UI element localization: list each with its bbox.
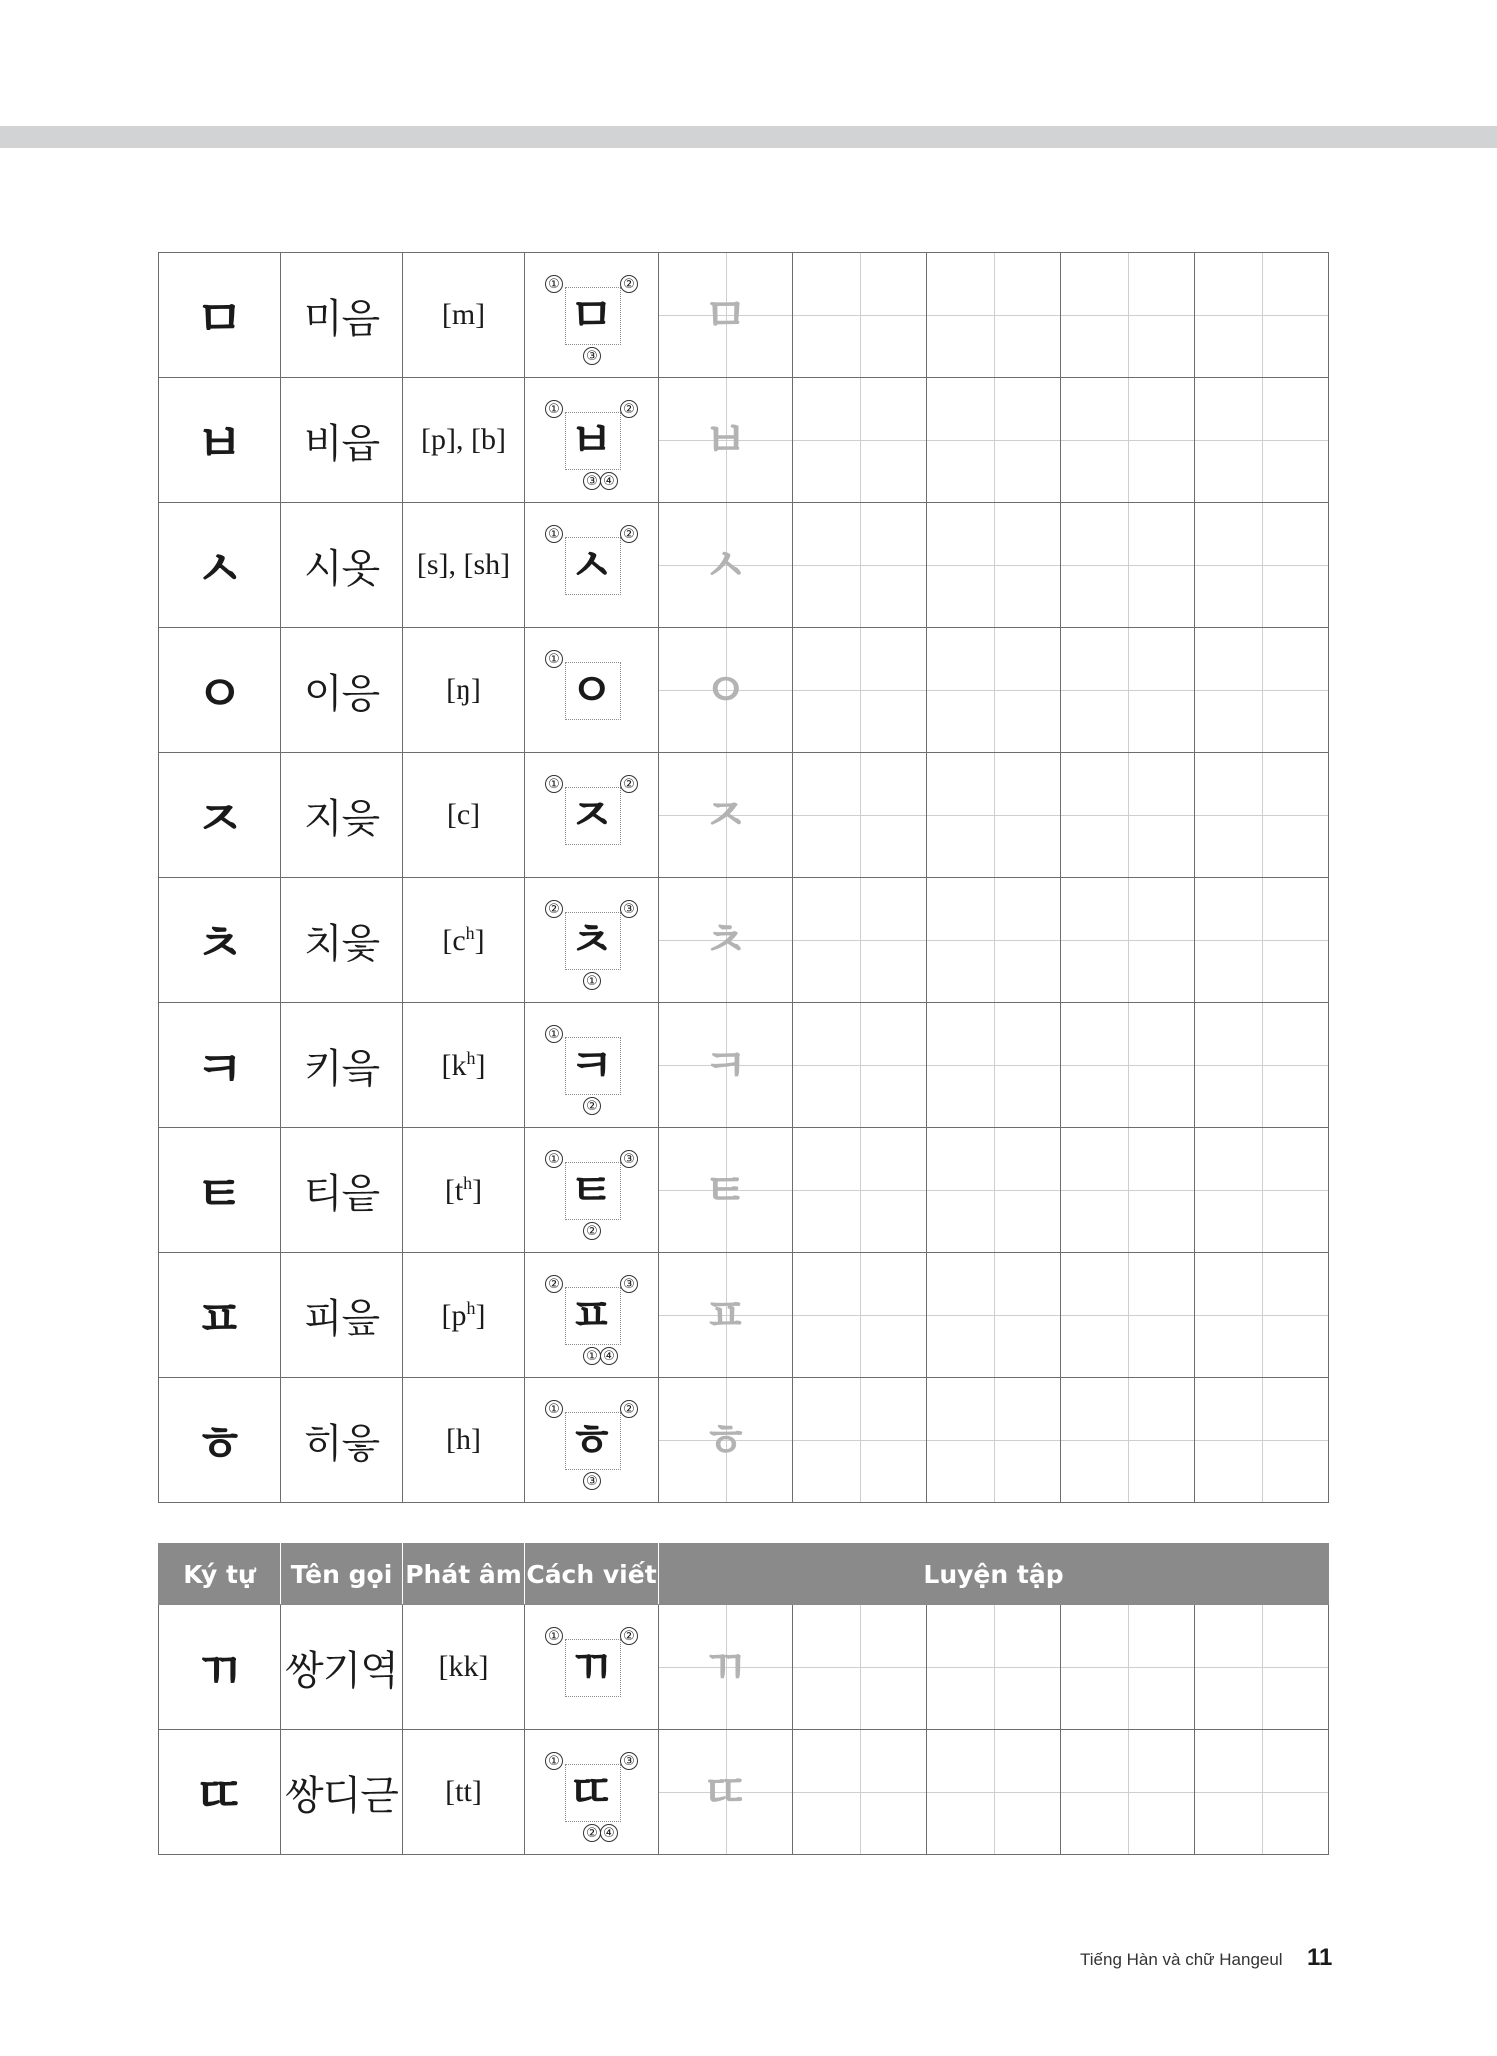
practice-box[interactable] xyxy=(927,503,1061,628)
guide-line-horizontal xyxy=(927,940,1060,941)
table-row xyxy=(159,503,1329,628)
pronunciation xyxy=(403,1253,525,1378)
practice-box[interactable] xyxy=(927,1605,1061,1730)
trace-character: ㅅ xyxy=(703,538,748,592)
guide-line-horizontal xyxy=(1195,1315,1328,1316)
practice-box[interactable] xyxy=(1195,878,1329,1003)
practice-box[interactable] xyxy=(1061,503,1195,628)
trace-box[interactable] xyxy=(659,1605,793,1730)
header-pronunciation: Phát âm xyxy=(403,1544,525,1605)
stroke-number: ① xyxy=(545,1627,563,1645)
stroke-number: ② xyxy=(620,275,638,293)
pronunciation-aspiration: h xyxy=(465,922,475,943)
table-row xyxy=(159,878,1329,1003)
practice-box[interactable] xyxy=(1195,1730,1329,1855)
pronunciation-close: ] xyxy=(475,1298,486,1332)
practice-box[interactable] xyxy=(793,253,927,378)
guide-line-horizontal xyxy=(927,1190,1060,1191)
pronunciation xyxy=(403,878,525,1003)
guide-line-horizontal xyxy=(793,1190,926,1191)
guide-line-horizontal xyxy=(1061,1792,1194,1793)
table-row xyxy=(159,1128,1329,1253)
stroke-order xyxy=(525,1253,659,1378)
practice-box[interactable] xyxy=(927,253,1061,378)
character: ㅎ xyxy=(159,1378,281,1503)
stroke-number: ③ xyxy=(583,472,601,490)
trace-character: ㅁ xyxy=(703,288,748,342)
trace-box[interactable] xyxy=(659,628,793,753)
character-name: 쌍디귿 xyxy=(281,1730,403,1855)
practice-box[interactable] xyxy=(927,378,1061,503)
stroke-number: ④ xyxy=(600,1824,618,1842)
stroke-number: ① xyxy=(545,650,563,668)
guide-line-horizontal xyxy=(1061,1315,1194,1316)
guide-line-horizontal xyxy=(1195,690,1328,691)
stroke-number: ① xyxy=(545,525,563,543)
guide-line-horizontal xyxy=(1061,815,1194,816)
character-name: 미음 xyxy=(281,253,403,378)
stroke-number: ① xyxy=(545,1150,563,1168)
guide-line-horizontal xyxy=(793,1792,926,1793)
practice-box[interactable] xyxy=(793,1730,927,1855)
guide-line-horizontal xyxy=(927,690,1060,691)
stroke-order-character: ㄸ xyxy=(569,1765,614,1819)
guide-line-horizontal xyxy=(927,1315,1060,1316)
stroke-order xyxy=(525,1730,659,1855)
table-row xyxy=(159,753,1329,878)
stroke-order xyxy=(525,878,659,1003)
guide-line-horizontal xyxy=(793,815,926,816)
practice-box[interactable] xyxy=(1061,1128,1195,1253)
guide-line-horizontal xyxy=(1195,1190,1328,1191)
stroke-order-character: ㅅ xyxy=(569,538,614,592)
stroke-order-character: ㅂ xyxy=(569,413,614,467)
practice-box[interactable] xyxy=(793,1128,927,1253)
practice-box[interactable] xyxy=(927,1253,1061,1378)
practice-box[interactable] xyxy=(1061,1605,1195,1730)
trace-box[interactable] xyxy=(659,1253,793,1378)
character-name: 시옷 xyxy=(281,503,403,628)
stroke-order xyxy=(525,1003,659,1128)
header-char: Ký tự xyxy=(159,1544,281,1605)
practice-box[interactable] xyxy=(1061,253,1195,378)
guide-line-horizontal xyxy=(793,940,926,941)
character-name: 치읓 xyxy=(281,878,403,1003)
practice-box[interactable] xyxy=(793,1378,927,1503)
practice-box[interactable] xyxy=(927,1128,1061,1253)
practice-box[interactable] xyxy=(793,1605,927,1730)
pronunciation-text: [tt] xyxy=(445,1775,482,1808)
stroke-order xyxy=(525,253,659,378)
pronunciation xyxy=(403,1128,525,1253)
stroke-number: ③ xyxy=(620,900,638,918)
practice-box[interactable] xyxy=(793,1003,927,1128)
pronunciation xyxy=(403,1605,525,1730)
pronunciation-text: [c xyxy=(442,923,466,957)
pronunciation-text: [kk] xyxy=(438,1650,489,1683)
guide-line-horizontal xyxy=(1195,1792,1328,1793)
stroke-order-character: ㅍ xyxy=(569,1288,614,1342)
pronunciation-text: [c] xyxy=(446,798,481,831)
practice-box[interactable] xyxy=(927,628,1061,753)
character: ㅅ xyxy=(159,503,281,628)
header-name: Tên gọi xyxy=(281,1544,403,1605)
stroke-number: ② xyxy=(620,1627,638,1645)
guide-line-horizontal xyxy=(1061,1667,1194,1668)
pronunciation xyxy=(403,628,525,753)
stroke-order xyxy=(525,628,659,753)
stroke-order xyxy=(525,378,659,503)
trace-character: ㅎ xyxy=(703,1413,748,1467)
trace-character: ㅍ xyxy=(703,1288,748,1342)
stroke-order xyxy=(525,753,659,878)
guide-line-horizontal xyxy=(927,315,1060,316)
stroke-number: ③ xyxy=(620,1752,638,1770)
header-practice: Luyện tập xyxy=(659,1544,1329,1605)
stroke-number: ② xyxy=(583,1097,601,1115)
character: ㅂ xyxy=(159,378,281,503)
pronunciation-aspiration: h xyxy=(463,1172,473,1193)
stroke-number: ② xyxy=(545,900,563,918)
trace-character: ㅈ xyxy=(703,788,748,842)
guide-line-horizontal xyxy=(927,815,1060,816)
guide-line-horizontal xyxy=(793,1440,926,1441)
stroke-number: ③ xyxy=(583,347,601,365)
guide-line-horizontal xyxy=(1195,1440,1328,1441)
book-title: Tiếng Hàn và chữ Hangeul xyxy=(1080,1950,1283,1969)
character: ㄸ xyxy=(159,1730,281,1855)
stroke-order-character: ㅋ xyxy=(569,1038,614,1092)
hangeul-table-consonants xyxy=(158,252,1329,1503)
practice-box[interactable] xyxy=(1195,1605,1329,1730)
pronunciation xyxy=(403,503,525,628)
guide-line-horizontal xyxy=(927,1792,1060,1793)
practice-box[interactable] xyxy=(793,753,927,878)
table-header-row xyxy=(159,1544,1329,1605)
pronunciation xyxy=(403,378,525,503)
stroke-number: ④ xyxy=(600,1347,618,1365)
stroke-order xyxy=(525,1605,659,1730)
stroke-order xyxy=(525,1378,659,1503)
trace-character: ㅂ xyxy=(703,413,748,467)
pronunciation-aspiration: h xyxy=(466,1047,476,1068)
practice-box[interactable] xyxy=(927,1730,1061,1855)
trace-character: ㅋ xyxy=(703,1038,748,1092)
guide-line-horizontal xyxy=(1195,1667,1328,1668)
guide-line-horizontal xyxy=(793,1667,926,1668)
guide-line-horizontal xyxy=(1061,940,1194,941)
practice-box[interactable] xyxy=(1061,378,1195,503)
pronunciation-text: [s], [sh] xyxy=(416,548,511,581)
practice-box[interactable] xyxy=(927,878,1061,1003)
stroke-order-character: ㅎ xyxy=(569,1413,614,1467)
practice-box[interactable] xyxy=(927,1003,1061,1128)
table-row xyxy=(159,1253,1329,1378)
table-row xyxy=(159,1605,1329,1730)
character: ㅈ xyxy=(159,753,281,878)
practice-box[interactable] xyxy=(1195,503,1329,628)
hangeul-table-double-consonants xyxy=(158,1543,1329,1855)
pronunciation xyxy=(403,1730,525,1855)
pronunciation-aspiration: h xyxy=(466,1297,476,1318)
table-row xyxy=(159,1003,1329,1128)
pronunciation xyxy=(403,753,525,878)
stroke-number: ② xyxy=(583,1222,601,1240)
stroke-number: ② xyxy=(583,1824,601,1842)
guide-line-horizontal xyxy=(1195,315,1328,316)
character: ㅁ xyxy=(159,253,281,378)
header-writing: Cách viết xyxy=(525,1544,659,1605)
guide-line-horizontal xyxy=(793,1315,926,1316)
guide-line-horizontal xyxy=(927,440,1060,441)
page-number: 11 xyxy=(1307,1944,1333,1971)
guide-line-horizontal xyxy=(1195,565,1328,566)
trace-box[interactable] xyxy=(659,1128,793,1253)
guide-line-horizontal xyxy=(927,1440,1060,1441)
guide-line-horizontal xyxy=(1061,565,1194,566)
character-name: 쌍기역 xyxy=(281,1605,403,1730)
stroke-number: ① xyxy=(545,1025,563,1043)
guide-line-horizontal xyxy=(927,1065,1060,1066)
trace-box[interactable] xyxy=(659,1378,793,1503)
pronunciation-text: [t xyxy=(444,1173,464,1207)
stroke-number: ① xyxy=(545,775,563,793)
guide-line-horizontal xyxy=(1061,315,1194,316)
guide-line-horizontal xyxy=(1061,1440,1194,1441)
character: ㅋ xyxy=(159,1003,281,1128)
trace-box[interactable] xyxy=(659,378,793,503)
practice-box[interactable] xyxy=(1061,1003,1195,1128)
guide-line-horizontal xyxy=(1061,690,1194,691)
practice-box[interactable] xyxy=(793,1253,927,1378)
guide-line-horizontal xyxy=(927,1667,1060,1668)
practice-box[interactable] xyxy=(1195,1253,1329,1378)
stroke-number: ② xyxy=(620,400,638,418)
stroke-number: ③ xyxy=(620,1275,638,1293)
character-name: 지읒 xyxy=(281,753,403,878)
stroke-order-character: ㄲ xyxy=(569,1640,614,1694)
character-name: 히읗 xyxy=(281,1378,403,1503)
guide-line-horizontal xyxy=(1195,440,1328,441)
character-name: 티읕 xyxy=(281,1128,403,1253)
stroke-number: ① xyxy=(545,1400,563,1418)
practice-box[interactable] xyxy=(1061,753,1195,878)
trace-box[interactable] xyxy=(659,503,793,628)
stroke-number: ② xyxy=(545,1275,563,1293)
stroke-number: ② xyxy=(620,525,638,543)
practice-box[interactable] xyxy=(793,503,927,628)
stroke-number: ① xyxy=(545,1752,563,1770)
trace-box[interactable] xyxy=(659,253,793,378)
stroke-order-character: ㅇ xyxy=(569,663,614,717)
trace-character: ㅌ xyxy=(703,1163,748,1217)
practice-box[interactable] xyxy=(793,878,927,1003)
trace-box[interactable] xyxy=(659,1003,793,1128)
trace-character: ㄸ xyxy=(703,1765,748,1819)
practice-box[interactable] xyxy=(1195,1003,1329,1128)
trace-character: ㄲ xyxy=(703,1640,748,1694)
guide-line-horizontal xyxy=(793,1065,926,1066)
guide-line-horizontal xyxy=(1061,1190,1194,1191)
practice-box[interactable] xyxy=(1195,253,1329,378)
stroke-order xyxy=(525,503,659,628)
practice-box[interactable] xyxy=(1195,753,1329,878)
pronunciation-close: ] xyxy=(472,1173,483,1207)
trace-box[interactable] xyxy=(659,1730,793,1855)
practice-box[interactable] xyxy=(927,1378,1061,1503)
pronunciation-text: [m] xyxy=(441,298,486,331)
table-row xyxy=(159,628,1329,753)
stroke-number: ① xyxy=(583,972,601,990)
trace-character: ㅊ xyxy=(703,913,748,967)
guide-line-horizontal xyxy=(1061,1065,1194,1066)
stroke-number: ④ xyxy=(600,472,618,490)
stroke-order-character: ㅁ xyxy=(569,288,614,342)
pronunciation xyxy=(403,1003,525,1128)
pronunciation-text: [ŋ] xyxy=(446,673,481,706)
character: ㅌ xyxy=(159,1128,281,1253)
stroke-order-character: ㅈ xyxy=(569,788,614,842)
practice-box[interactable] xyxy=(1061,878,1195,1003)
practice-box[interactable] xyxy=(1195,628,1329,753)
stroke-order-character: ㅌ xyxy=(569,1163,614,1217)
guide-line-horizontal xyxy=(1195,940,1328,941)
guide-line-horizontal xyxy=(1195,815,1328,816)
practice-box[interactable] xyxy=(793,378,927,503)
pronunciation-close: ] xyxy=(474,923,485,957)
pronunciation xyxy=(403,253,525,378)
character: ㅊ xyxy=(159,878,281,1003)
trace-box[interactable] xyxy=(659,753,793,878)
trace-character: ㅇ xyxy=(703,663,748,717)
stroke-number: ① xyxy=(545,275,563,293)
stroke-number: ③ xyxy=(620,1150,638,1168)
character: ㄲ xyxy=(159,1605,281,1730)
practice-box[interactable] xyxy=(1195,378,1329,503)
character-name: 비읍 xyxy=(281,378,403,503)
character-name: 이응 xyxy=(281,628,403,753)
character-name: 키읔 xyxy=(281,1003,403,1128)
practice-box[interactable] xyxy=(1061,628,1195,753)
top-band xyxy=(0,126,1497,148)
pronunciation-close: ] xyxy=(475,1048,486,1082)
guide-line-horizontal xyxy=(793,315,926,316)
practice-box[interactable] xyxy=(793,628,927,753)
stroke-number: ② xyxy=(620,775,638,793)
table-row xyxy=(159,378,1329,503)
practice-box[interactable] xyxy=(1061,1378,1195,1503)
pronunciation-text: [p], [b] xyxy=(421,423,506,456)
guide-line-horizontal xyxy=(793,440,926,441)
guide-line-horizontal xyxy=(793,565,926,566)
practice-box[interactable] xyxy=(1195,1128,1329,1253)
guide-line-horizontal xyxy=(1195,1065,1328,1066)
table-row xyxy=(159,1378,1329,1503)
practice-box[interactable] xyxy=(1195,1378,1329,1503)
stroke-number: ③ xyxy=(583,1472,601,1490)
stroke-number: ① xyxy=(545,400,563,418)
character: ㅇ xyxy=(159,628,281,753)
character-name: 피읖 xyxy=(281,1253,403,1378)
trace-box[interactable] xyxy=(659,878,793,1003)
pronunciation-text: [p xyxy=(441,1298,467,1332)
stroke-order xyxy=(525,1128,659,1253)
guide-line-horizontal xyxy=(793,690,926,691)
character: ㅍ xyxy=(159,1253,281,1378)
stroke-number: ② xyxy=(620,1400,638,1418)
practice-box[interactable] xyxy=(1061,1253,1195,1378)
table-row xyxy=(159,1730,1329,1855)
practice-box[interactable] xyxy=(927,753,1061,878)
guide-line-horizontal xyxy=(1061,440,1194,441)
guide-line-horizontal xyxy=(927,565,1060,566)
pronunciation-text: [k xyxy=(441,1048,467,1082)
stroke-order-character: ㅊ xyxy=(569,913,614,967)
stroke-number: ① xyxy=(583,1347,601,1365)
table-row xyxy=(159,253,1329,378)
pronunciation xyxy=(403,1378,525,1503)
pronunciation-text: [h] xyxy=(446,1423,481,1456)
practice-box[interactable] xyxy=(1061,1730,1195,1855)
